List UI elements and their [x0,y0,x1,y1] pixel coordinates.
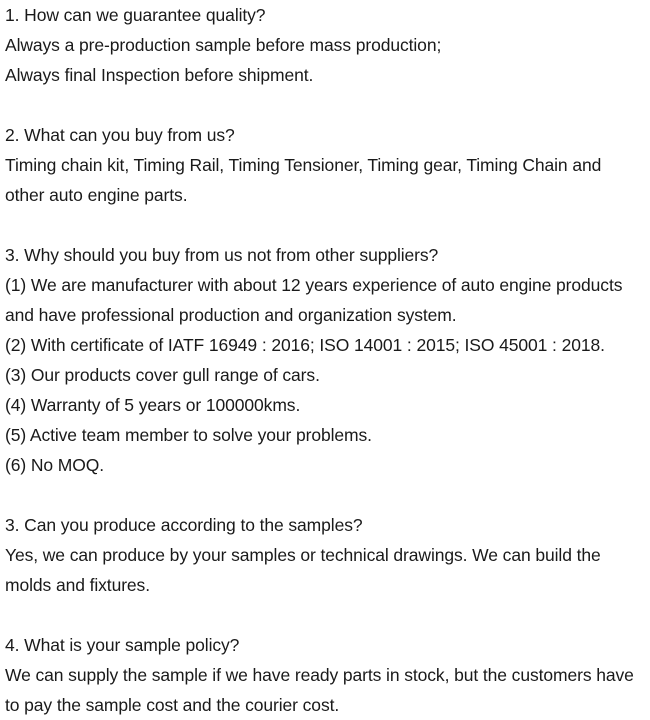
section-spacer [5,90,647,120]
faq-answer-line: other auto engine parts. [5,185,188,205]
section-spacer [5,600,647,630]
faq-answer-line: molds and fixtures. [5,575,150,595]
faq-answer-line: We can supply the sample if we have ready parts in stock, but the customers have [5,665,634,685]
faq-question: 3. Why should you buy from us not from other suppliers? [5,245,439,265]
faq-answer-line: Always final Inspection before shipment. [5,65,314,85]
faq-answer-line: (5) Active team member to solve your problems. [5,425,372,445]
section-spacer [5,480,647,510]
section-spacer [5,210,647,240]
faq-answer-line: (2) With certificate of IATF 16949 : 2016; ISO 14001 : 2015; ISO 45001 : 2018. [5,335,605,355]
faq-answer-line: Yes, we can produce by your samples or technical drawings. We can build the [5,545,601,565]
faq-question: 3. Can you produce according to the samples? [5,515,363,535]
faq-answer-line: and have professional production and organization system. [5,305,457,325]
faq-answer-line: to pay the sample cost and the courier cost. [5,695,340,715]
faq-answer-line: (4) Warranty of 5 years or 100000kms. [5,395,301,415]
faq-answer-line: (3) Our products cover gull range of cars. [5,365,320,385]
faq-answer-line: Timing chain kit, Timing Rail, Timing Tensioner, Timing gear, Timing Chain and [5,155,602,175]
faq-question: 1. How can we guarantee quality? [5,5,266,25]
faq-document [5,0,647,720]
faq-answer-line: Always a pre-production sample before mass production; [5,35,442,55]
faq-question: 4. What is your sample policy? [5,635,240,655]
faq-answer-line: (6) No MOQ. [5,455,105,475]
faq-question: 2. What can you buy from us? [5,125,235,145]
faq-answer-line: (1) We are manufacturer with about 12 years experience of auto engine products [5,275,623,295]
